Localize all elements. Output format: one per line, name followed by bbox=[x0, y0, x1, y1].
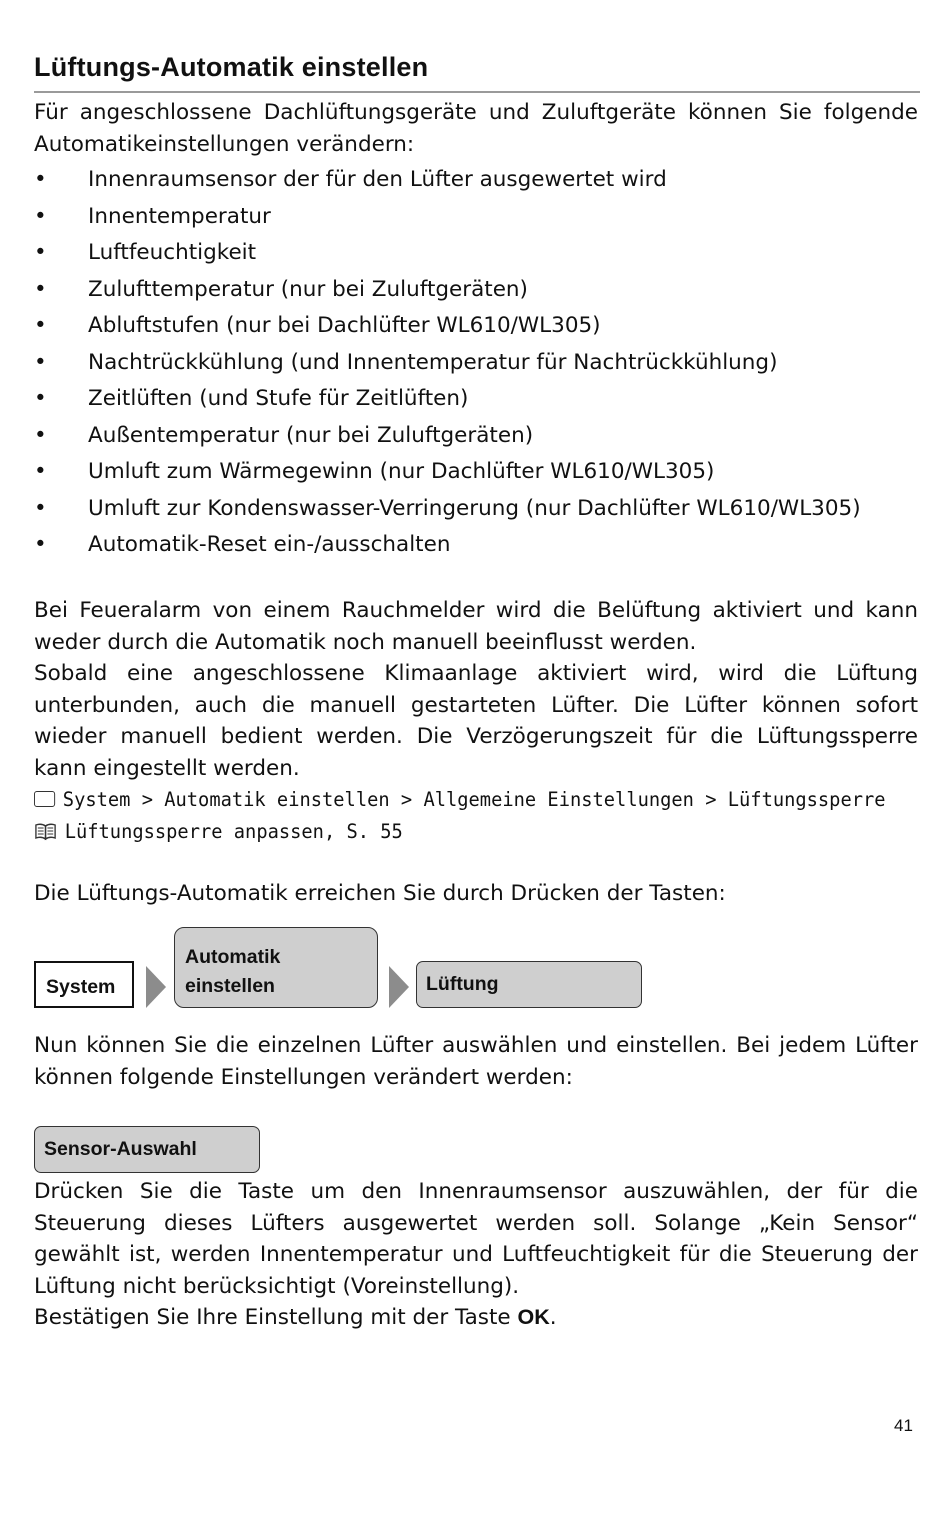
list-item: • Abluftstufen (nur bei Dachlüfter WL610/WL305) bbox=[34, 308, 918, 345]
heading-rule bbox=[34, 91, 920, 93]
sensor-auswahl-key[interactable]: Sensor-Auswahl bbox=[34, 1126, 260, 1173]
list-item: • Luftfeuchtigkeit bbox=[34, 235, 918, 272]
menu-path-reference: System > Automatik einstellen > Allgemeine Einstellungen > Lüftungssperre bbox=[34, 784, 886, 816]
settings-list bbox=[34, 162, 918, 564]
list-item: • Automatik-Reset ein-/ausschalten bbox=[34, 527, 918, 564]
list-item: • Innenraumsensor der für den Lüfter ausgewertet wird bbox=[34, 162, 918, 199]
arrow-right-icon bbox=[389, 966, 409, 1008]
list-item: • Zulufttemperatur (nur bei Zuluftgeräten) bbox=[34, 272, 918, 309]
sensor-description: Drücken Sie die Taste um den Innenraumsensor auszuwählen, der für die Steuerung dieses Lüfters ausgewertet werden soll. Solange „Kein Sensor“ gewählt ist, werden Innentemperatur und Luftfeuchtigkeit für die Steuerung der Lüftung nicht berücksichtigt (Voreinstellung). bbox=[34, 1179, 918, 1299]
section-heading: Lüftungs-Automatik einstellen bbox=[34, 52, 429, 82]
list-item: • Nachtrückkühlung (und Innentemperatur für Nachtrückkühlung) bbox=[34, 345, 918, 382]
list-item: • Außentemperatur (nur bei Zuluftgeräten) bbox=[34, 418, 918, 455]
ok-key-label: OK bbox=[517, 1305, 550, 1329]
open-book-icon bbox=[34, 819, 57, 837]
key-square-icon bbox=[34, 791, 55, 807]
fire-alarm-text: Bei Feueralarm von einem Rauchmelder wird die Belüftung aktiviert und kann weder durch die Automatik noch manuell beeinflusst werden. bbox=[34, 598, 918, 655]
bullet-icon: • bbox=[34, 422, 47, 448]
bullet-icon: • bbox=[34, 276, 47, 302]
bullet-icon: • bbox=[34, 240, 47, 265]
arrow-right-icon bbox=[146, 966, 166, 1008]
select-fan-text: Nun können Sie die einzelnen Lüfter auswählen und einstellen. Bei jedem Lüfter können folgende Einstellungen verändert werden: bbox=[34, 1033, 918, 1090]
system-key[interactable]: System bbox=[34, 961, 134, 1008]
bullet-icon: • bbox=[34, 532, 47, 557]
bullet-icon: • bbox=[34, 386, 47, 411]
list-item: • Innentemperatur bbox=[34, 199, 918, 236]
bullet-icon: • bbox=[34, 459, 47, 484]
intro-paragraph: Für angeschlossene Dachlüftungsgeräte und Zuluftgeräte können Sie folgende Automatikeinstellungen verändern: bbox=[34, 100, 918, 157]
key-label-line: Automatik bbox=[185, 946, 281, 968]
confirm-text: Bestätigen Sie Ihre Einstellung mit der Taste OK. bbox=[34, 1305, 557, 1330]
bullet-icon: • bbox=[34, 203, 47, 229]
bullet-icon: • bbox=[34, 349, 47, 375]
climate-text: Sobald eine angeschlossene Klimaanlage aktiviert wird, wird die Lüftung unterbunden, auch die manuell gestarteten Lüfter. Die Lüfter können sofort wieder manuell bedient werden. Die Verzögerungszeit für die Lüftungssperre kann eingestellt werden. bbox=[34, 661, 918, 781]
bullet-icon: • bbox=[34, 313, 47, 338]
keys-intro-text: Die Lüftungs-Automatik erreichen Sie durch Drücken der Tasten: bbox=[34, 881, 726, 906]
list-item: • Umluft zur Kondenswasser-Verringerung (nur Dachlüfter WL610/WL305) bbox=[34, 491, 918, 528]
bullet-icon: • bbox=[34, 167, 47, 192]
list-item: • Zeitlüften (und Stufe für Zeitlüften) bbox=[34, 381, 918, 418]
automatik-einstellen-key[interactable] bbox=[174, 927, 378, 1008]
list-item: • Umluft zum Wärmegewinn (nur Dachlüfter WL610/WL305) bbox=[34, 454, 918, 491]
fire-alarm-and-climate-paragraph bbox=[34, 595, 918, 784]
bullet-icon: • bbox=[34, 495, 47, 521]
book-reference: Lüftungssperre anpassen, S. 55 bbox=[34, 816, 403, 848]
key-label-line: einstellen bbox=[185, 975, 275, 997]
lueftung-key[interactable]: Lüftung bbox=[416, 961, 642, 1008]
page-number: 41 bbox=[894, 1416, 913, 1435]
